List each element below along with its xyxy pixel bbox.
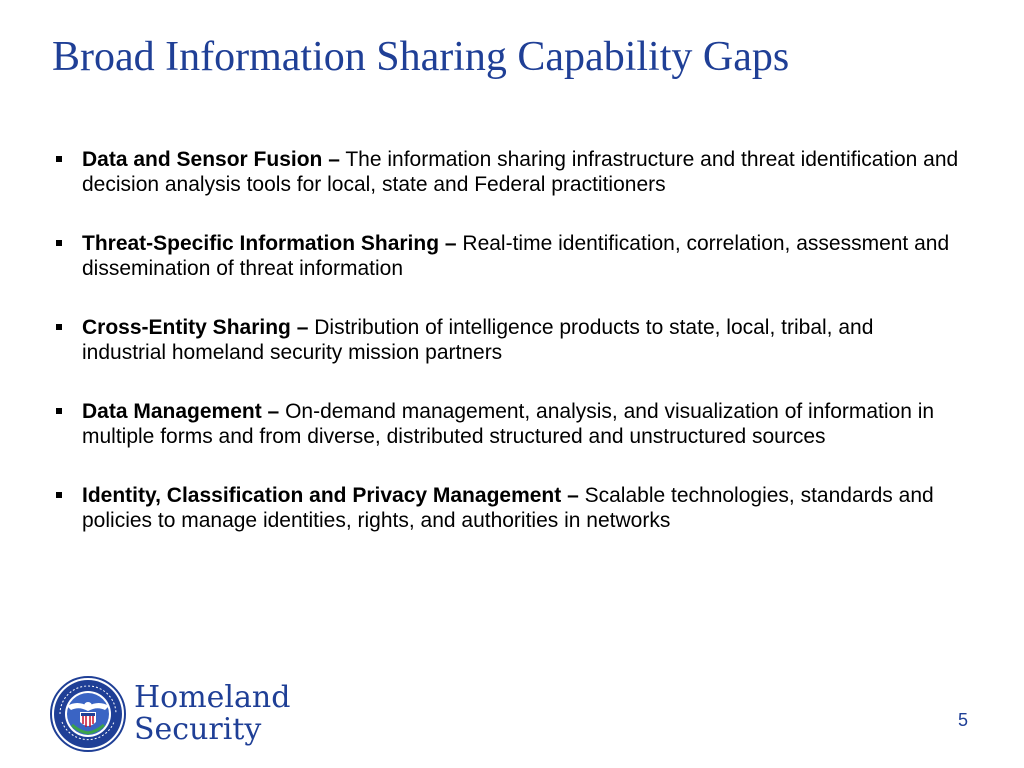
wordmark-line2: Security <box>134 712 262 747</box>
bullet-text: Distribution of intelligence products to state, local, tribal, and industrial homeland security mission partners <box>82 316 874 364</box>
bullet-term: Cross-Entity Sharing – <box>82 316 309 339</box>
bullet-term: Identity, Classification and Privacy Management – <box>82 484 579 507</box>
homeland-security-logo <box>50 676 290 752</box>
bullet-list <box>56 147 961 567</box>
square-bullet-icon <box>56 156 62 162</box>
bullet-item <box>56 315 961 365</box>
slide-title: Broad Information Sharing Capability Gaps <box>52 34 790 80</box>
page-number: 5 <box>957 710 968 730</box>
bullet-item <box>56 483 961 533</box>
bullet-item <box>56 231 961 281</box>
square-bullet-icon <box>56 324 62 330</box>
bullet-term: Threat-Specific Information Sharing – <box>82 232 457 255</box>
bullet-item <box>56 399 961 449</box>
square-bullet-icon <box>56 492 62 498</box>
square-bullet-icon <box>56 408 62 414</box>
bullet-item <box>56 147 961 197</box>
bullet-term: Data Management – <box>82 400 280 423</box>
bullet-text: Scalable technologies, standards and policies to manage identities, rights, and authorities in networks <box>82 484 934 532</box>
square-bullet-icon <box>56 240 62 246</box>
homeland-security-wordmark <box>134 682 290 746</box>
bullet-text: The information sharing infrastructure and threat identification and decision analysis tools for local, state and Federal practitioners <box>82 148 959 196</box>
bullet-term: Data and Sensor Fusion – <box>82 148 340 171</box>
bullet-text: On-demand management, analysis, and visualization of information in multiple forms and from diverse, distributed structured and unstructured sources <box>82 400 935 448</box>
wordmark-line1: Homeland <box>134 680 291 715</box>
bullet-text: Real-time identification, correlation, assessment and dissemination of threat information <box>82 232 950 280</box>
dhs-seal-icon <box>50 676 126 752</box>
